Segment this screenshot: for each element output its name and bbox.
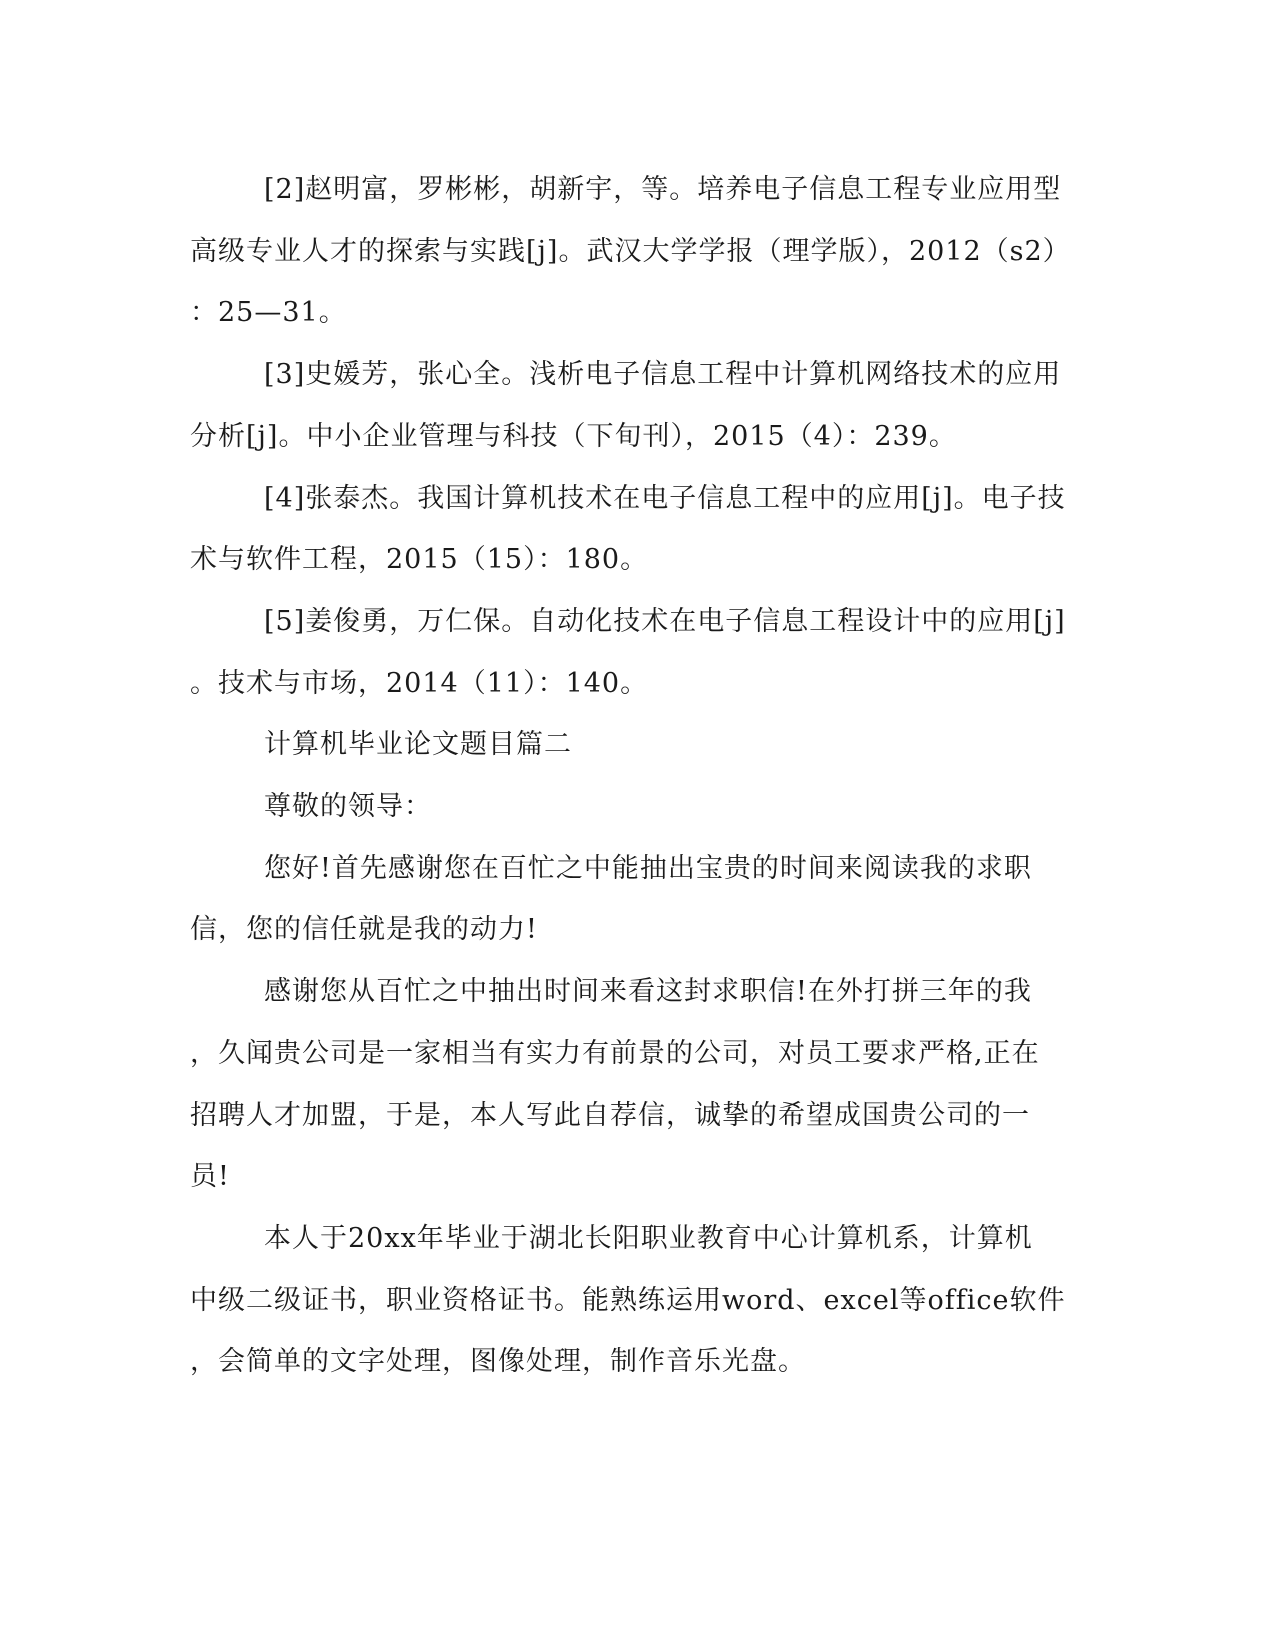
paragraph-line: ，会简单的文字处理，图像处理，制作音乐光盘。 [190, 1346, 806, 1378]
paragraph-line: 员! [190, 1161, 230, 1193]
section-title: 计算机毕业论文题目篇二 [264, 729, 572, 761]
paragraph-line: 本人于20xx年毕业于湖北长阳职业教育中心计算机系，计算机 [264, 1222, 1033, 1254]
reference-line: 分析[j]。中小企业管理与科技（下旬刊），2015（4）：239。 [190, 420, 957, 452]
letter-paragraph [190, 1208, 1090, 1393]
reference-line: [5]姜俊勇，万仁保。自动化技术在电子信息工程设计中的应用[j] [264, 605, 1066, 637]
reference-line: 高级专业人才的探索与实践[j]。武汉大学学报（理学版），2012（s2） [190, 235, 1071, 267]
paragraph-line: 招聘人才加盟，于是，本人写此自荐信，诚挚的希望成国贵公司的一 [190, 1099, 1030, 1131]
reference-line: 。技术与市场，2014（11）：140。 [190, 667, 649, 699]
letter-paragraph [190, 838, 1090, 961]
paragraph-line: 您好!首先感谢您在百忙之中能抽出宝贵的时间来阅读我的求职 [264, 852, 1032, 884]
paragraph-line: 中级二级证书，职业资格证书。能熟练运用word、excel等office软件 [190, 1284, 1066, 1316]
paragraph-line: ，久闻贵公司是一家相当有实力有前景的公司，对员工要求严格,正在 [190, 1037, 1040, 1069]
reference-entry [190, 159, 1090, 344]
letter-paragraph [190, 961, 1090, 1208]
paragraph-line: 感谢您从百忙之中抽出时间来看这封求职信!在外打拼三年的我 [264, 976, 1032, 1008]
reference-line: [4]张泰杰。我国计算机技术在电子信息工程中的应用[j]。电子技 [264, 482, 1066, 514]
reference-line: [3]史媛芳，张心全。浅析电子信息工程中计算机网络技术的应用 [264, 359, 1062, 391]
paragraph-line: 信，您的信任就是我的动力! [190, 914, 538, 946]
reference-line: ：25—31。 [190, 297, 347, 329]
reference-line: 术与软件工程，2015（15）：180。 [190, 544, 649, 576]
reference-line: [2]赵明富，罗彬彬，胡新宇，等。培养电子信息工程专业应用型 [264, 174, 1062, 205]
reference-entry [190, 468, 1090, 591]
document-body [190, 159, 1090, 1393]
salutation: 尊敬的领导： [264, 791, 432, 823]
reference-entry [190, 344, 1090, 467]
reference-entry [190, 591, 1090, 714]
